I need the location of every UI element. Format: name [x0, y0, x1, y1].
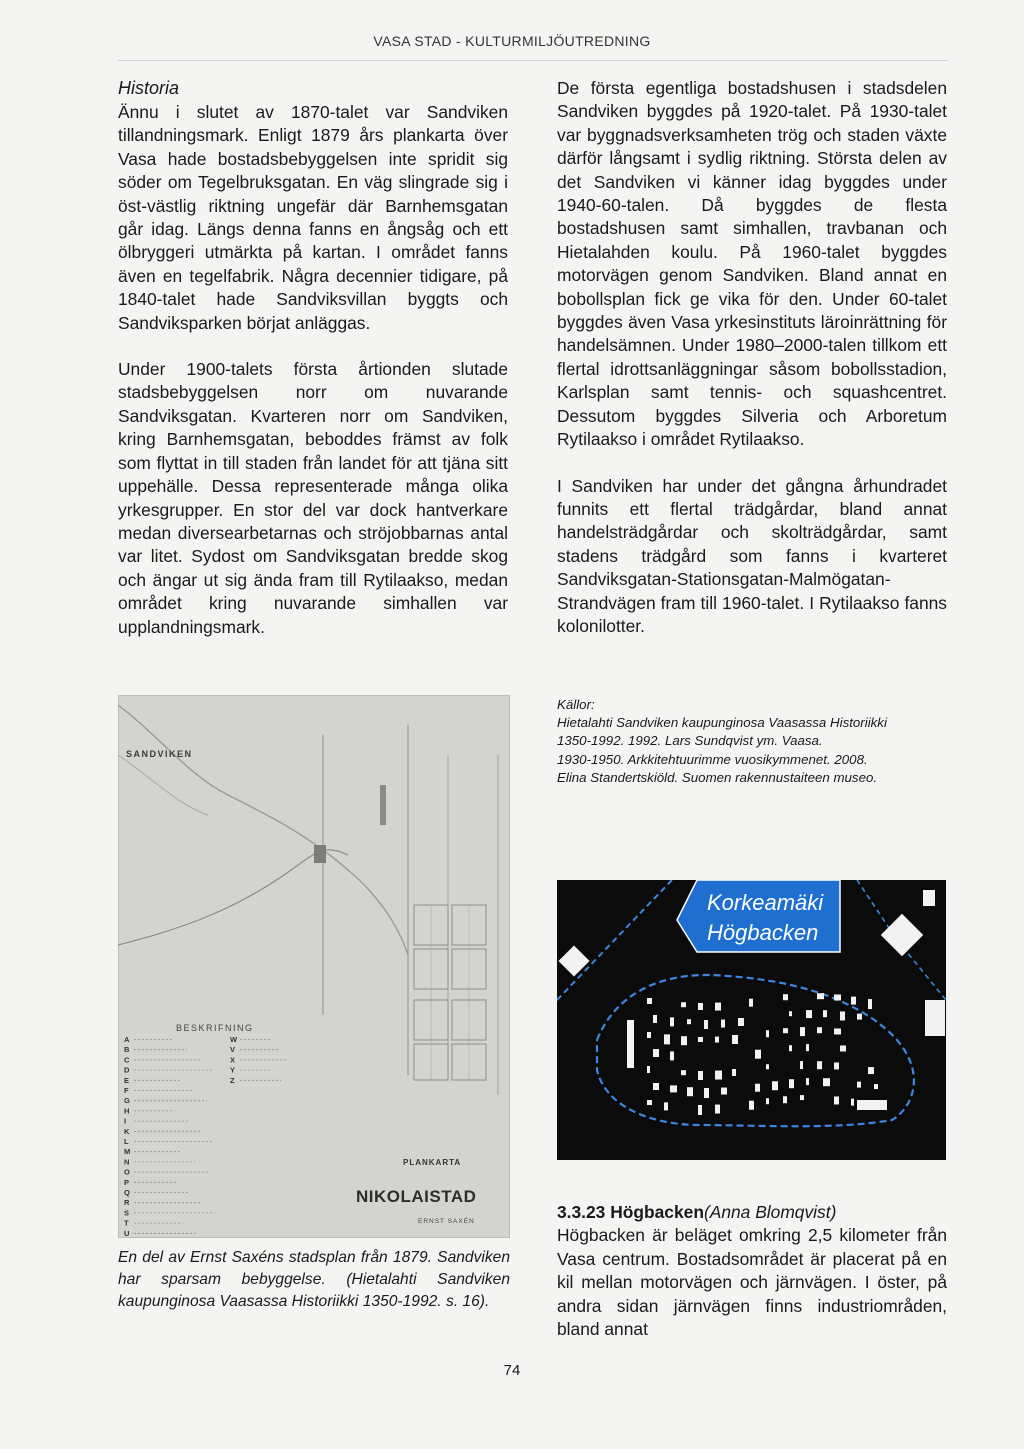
- map-legend-letter: Q: [124, 1188, 130, 1197]
- map-legend-letter: W: [230, 1035, 238, 1044]
- map-legend-letter: H: [124, 1106, 130, 1116]
- map-label-ernst: ERNST SAXÉN: [418, 1218, 475, 1225]
- paragraph-right-2: I Sandviken har under det gångna århundradet funnits ett flertal trädgårdar, bland annat handelsträdgårdar och skolträdgårdar, samt stadens trädgård som fanns i kvarteret Sandviksgatan-Stationsgatan-Malmögatan-Strandvägen fram till 1960-talet. I Rytilaakso fanns kolonilotter.: [557, 475, 947, 636]
- left-column: [118, 77, 508, 639]
- map-legend-letter: A: [124, 1035, 130, 1044]
- right-column: [557, 77, 947, 638]
- map-legend-letter: X: [230, 1055, 236, 1065]
- map-legend-letter: N: [124, 1157, 130, 1167]
- sources-label: Källor:: [557, 697, 595, 712]
- map-legend-letter: U: [124, 1228, 130, 1238]
- historic-map-image: [118, 695, 510, 1238]
- map-legend-letter: D: [124, 1065, 130, 1075]
- map-legend-letter: M: [124, 1147, 131, 1157]
- subsection-text: Högbacken är beläget omkring 2,5 kilometer från Vasa centrum. Bostadsområdet är placerat på en kil mellan motorvägen och järnvägen. I öster, på andra sidan järnvägen finns industriområden, bland annat: [557, 1225, 947, 1340]
- map-legend-letter: C: [124, 1055, 130, 1065]
- sources-line: Hietalahti Sandviken kaupunginosa Vaasassa Historiikki: [557, 715, 887, 731]
- map-legend-letter: T: [124, 1218, 129, 1228]
- subsection-author: (Anna Blomqvist): [703, 1202, 837, 1222]
- map-legend-letter: L: [124, 1137, 129, 1146]
- map-legend-letter: F: [124, 1086, 129, 1095]
- paragraph-history-1: Ännu i slutet av 1870-talet var Sandviken tillandningsmark. Enligt 1879 års plankarta över Vasa hade bostadsbebyggelsen inte spridit sig söder om Tegelbruksgatan. En väg slingrade sig i öst-västlig riktning ungefär där Barnhemsgatan går idag. Längs denna fanns en ångsåg och ett ölbryggeri utmärkta på kartan. I området fanns även en tegelfabrik. Några decennier tidigare, på 1840-talet hade Sandviksvillan byggts och Sandviksparken börjat anläggas.: [118, 102, 508, 333]
- sources-line: 1930-1950. Arkkitehtuurimme vuosikymmenet. 2008.: [557, 751, 868, 767]
- map-label-nikolaistad: NIKOLAISTAD: [356, 1187, 477, 1206]
- map-label-sandviken: SANDVIKEN: [126, 749, 193, 759]
- map-legend-title: BESKRIFNING: [176, 1023, 254, 1033]
- map-legend-letter: S: [124, 1208, 130, 1218]
- aerial-map-image: [557, 880, 946, 1160]
- map-legend-letter: Y: [230, 1065, 236, 1075]
- historic-map-drawing: [118, 695, 510, 1238]
- map-legend-letter: Z: [230, 1075, 235, 1085]
- aerial-map-drawing: [557, 880, 946, 1160]
- aerial-label-hogbacken: Högbacken: [707, 920, 819, 945]
- map-legend-letter: I: [124, 1116, 127, 1126]
- map-legend-letter: K: [124, 1126, 130, 1136]
- subsection-number: 3.3.23: [557, 1202, 606, 1222]
- paragraph-right-1: De första egentliga bostadshusen i stadsdelen Sandviken byggdes på 1920-talet. På 1930-talet var byggnadsverksamheten trög och staden växte därför långsamt i sydlig riktning. Största delen av det Sandviken vi känner idag byggdes under 1940-60-talen. Då byggdes de flesta bostadshusen samt simhallen, travbanan och Hietalahden koulu. På 1960-talet byggdes motorvägen genom Sandviken. Bland annat en bobollsplan fick ge vika för den. Under 60-talet byggdes även Vasa yrkesinstituts läroinrättning för handelsämnen. Under 1980–2000-talen tillkom ett flertal idrottsanläggningar såsom bobollsstadion, Karlsplan samt tennis- och squashcentret. Dessutom byggdes Silveria och Arboretum Rytilaakso i området Rytilaakso.: [557, 78, 947, 450]
- section-title: Historia: [118, 78, 180, 98]
- map-legend-letter: B: [124, 1045, 130, 1055]
- map-caption: En del av Ernst Saxéns stadsplan från 1879. Sandviken har sparsam bebyggelse. (Hietalahti Sandviken kaupunginosa Vaasassa Historiikki 1350-1992. s. 16).: [118, 1249, 510, 1310]
- header-rule: [118, 60, 948, 61]
- subsection-title: Högbacken: [610, 1202, 704, 1222]
- map-legend-letter: R: [124, 1198, 130, 1208]
- sources-line: Elina Standertskiöld. Suomen rakennustaiteen museo.: [557, 769, 878, 785]
- page-number: 74: [503, 1362, 521, 1379]
- running-header: VASA STAD - KULTURMILJÖUTREDNING: [373, 33, 651, 49]
- map-label-plankarta: PLANKARTA: [403, 1158, 462, 1167]
- aerial-label-korkeamaki: Korkeamäki: [707, 890, 824, 915]
- sources-line: 1350-1992. 1992. Lars Sundqvist ym. Vaasa.: [557, 733, 823, 749]
- map-legend-letter: G: [124, 1096, 130, 1106]
- map-legend-letter: O: [124, 1167, 130, 1177]
- sources-block: [557, 696, 949, 787]
- subsection-hogbacken: [557, 1201, 947, 1341]
- map-legend-letter: V: [230, 1045, 236, 1055]
- map-legend-letter: P: [124, 1177, 130, 1187]
- map-legend-letter: E: [124, 1075, 130, 1085]
- subsection-heading: [557, 1201, 947, 1224]
- paragraph-history-2: Under 1900-talets första årtionden slutade stadsbebyggelsen norr om nuvarande Sandviksgatan. Kvarteren norr om Sandviken, kring Barnhemsgatan, beboddes främst av folk som flyttat in till staden från landet för att tjäna sitt uppehälle. Dessa representerade många olika yrkesgrupper. En stor del var dock hantverkare medan diversearbetarnas och ströjobbarnas antal var litet. Sydost om Sandviksgatan bredde skog och ängar ut sig ända fram till Rytilaakso, medan området kring nuvarande simhallen var upplandningsmark.: [118, 359, 508, 637]
